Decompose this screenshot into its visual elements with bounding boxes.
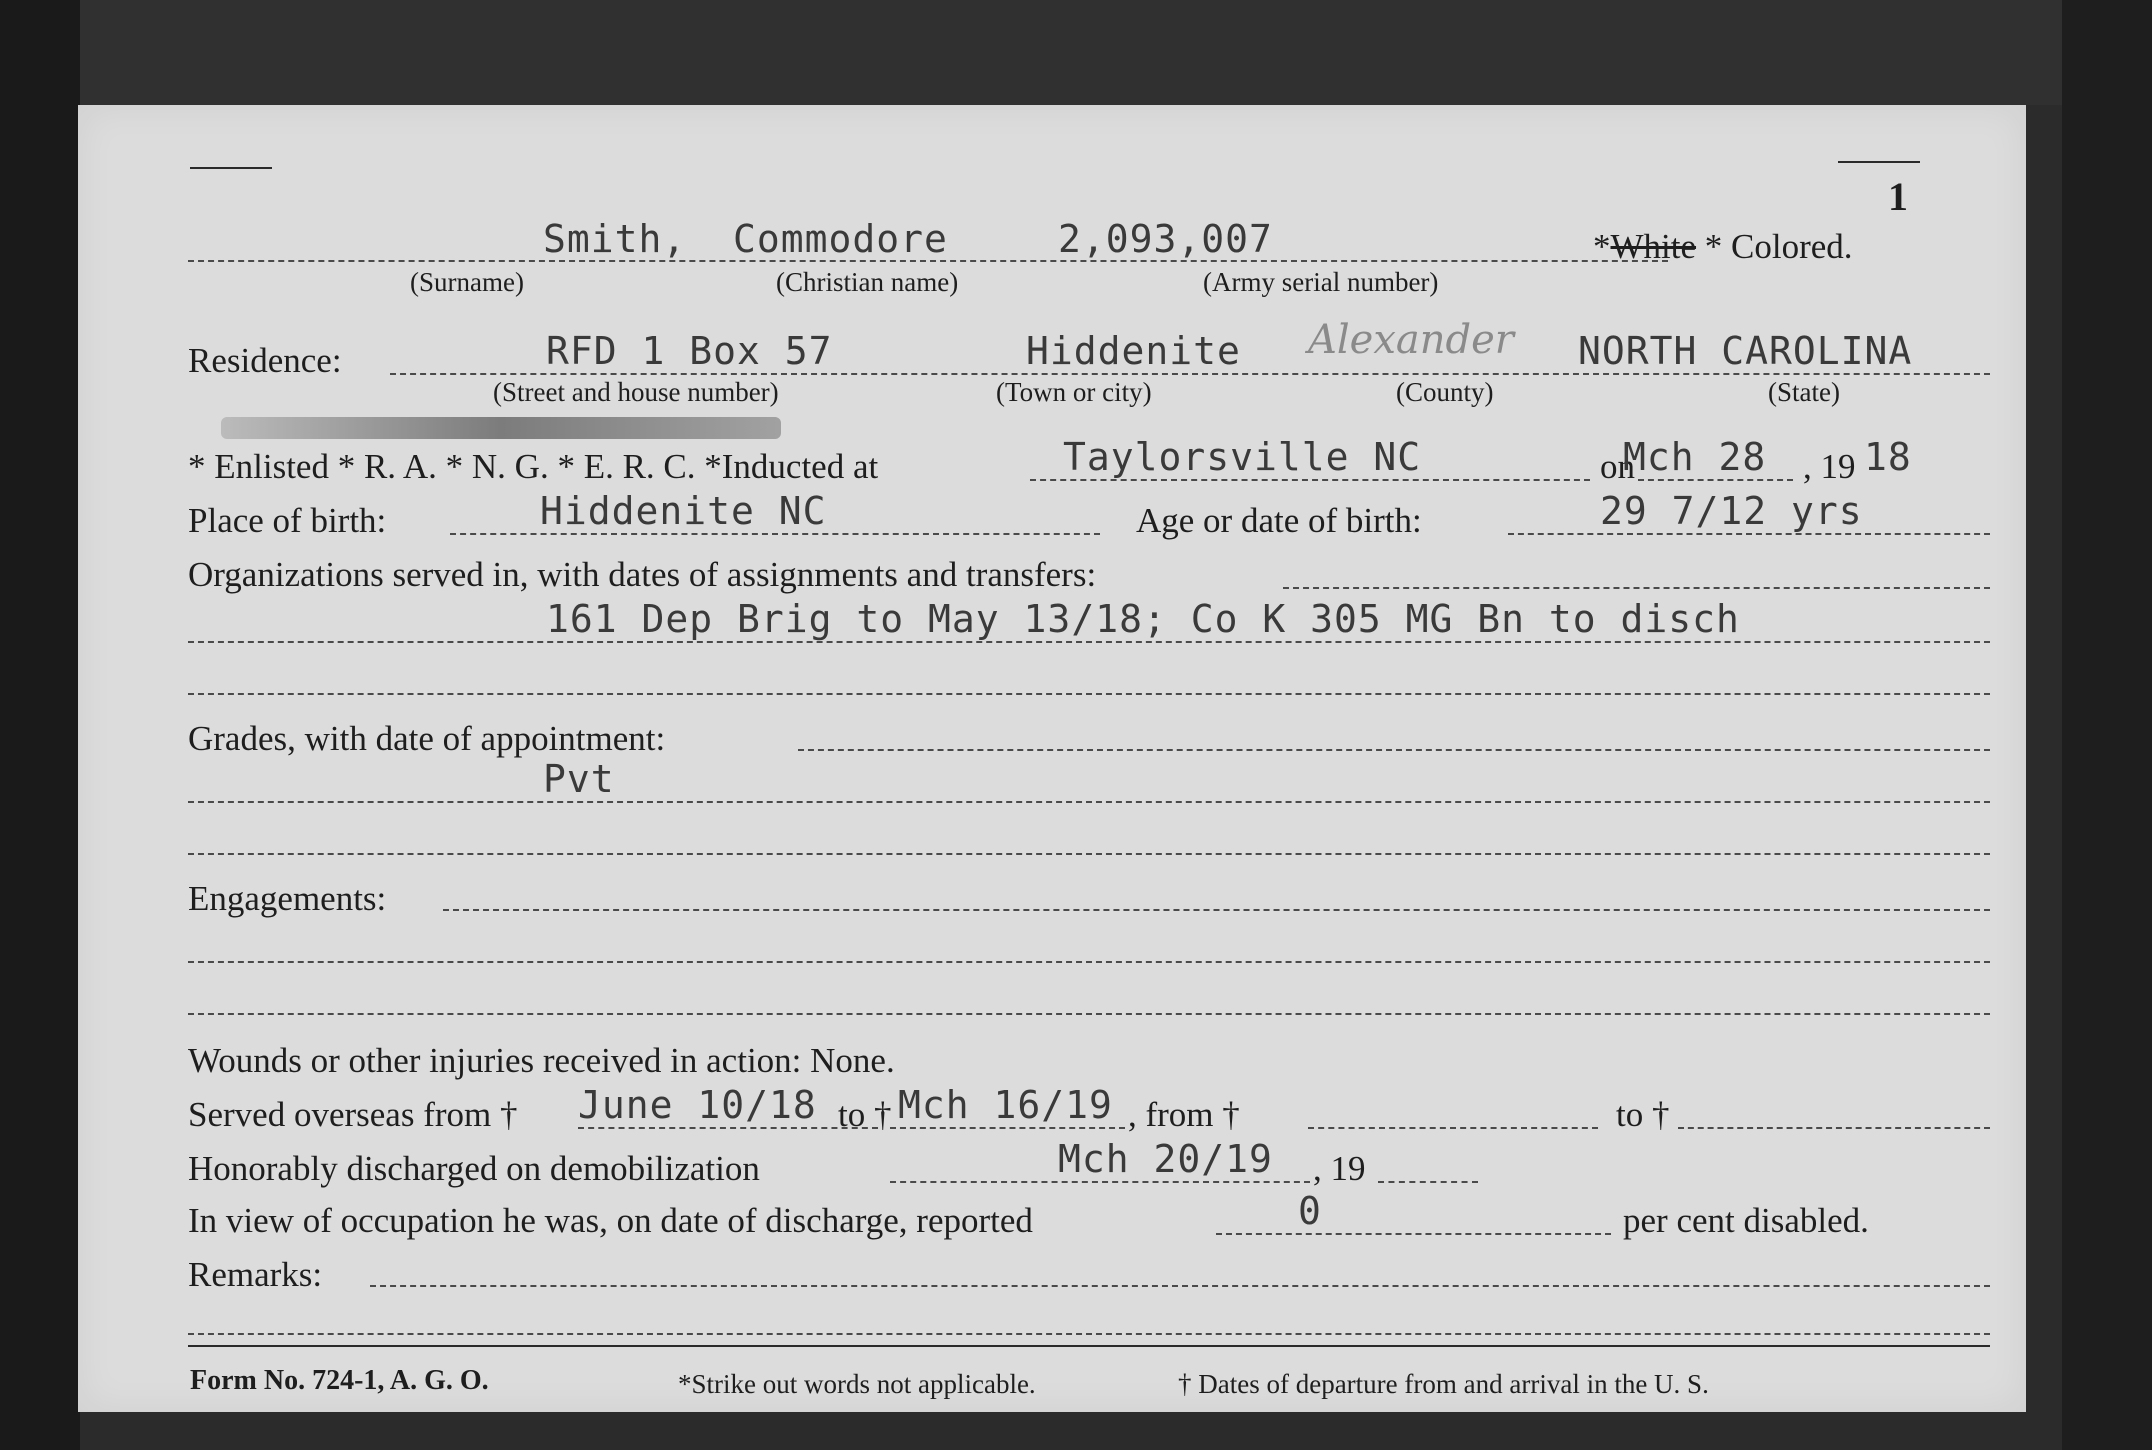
enlisted-label: * Enlisted * R. A. * N. G. * E. R. C. *Inducted at — [188, 447, 879, 486]
top-right-rule — [1838, 161, 1920, 163]
overseas-from-value: June 10/18 — [578, 1083, 817, 1127]
county-value: Alexander — [1308, 317, 1514, 363]
birth-place-label: Place of birth: — [188, 501, 387, 540]
grades-line-1 — [798, 749, 1990, 751]
wounds-label: Wounds or other injuries received in action: None. — [188, 1041, 895, 1080]
disability-suffix: per cent disabled. — [1623, 1201, 1869, 1240]
date-line — [1638, 479, 1793, 481]
christian-name-caption: (Christian name) — [776, 267, 959, 297]
discharge-line — [890, 1181, 1310, 1183]
top-left-rule — [190, 167, 272, 169]
colored-option: * Colored. — [1704, 227, 1853, 266]
grades-label: Grades, with date of appointment: — [188, 719, 666, 758]
race-field — [1593, 227, 1853, 267]
street-value: RFD 1 Box 57 — [546, 329, 833, 373]
birth-place-line — [450, 533, 1100, 535]
town-caption: (Town or city) — [996, 377, 1152, 407]
inducted-year-value: 18 — [1864, 435, 1912, 479]
age-value: 29 7/12 yrs — [1600, 489, 1863, 533]
street-caption: (Street and house number) — [493, 377, 779, 407]
surname-value: Smith, — [543, 217, 687, 261]
remarks-line-2 — [188, 1333, 1990, 1335]
organizations-line-1 — [1283, 587, 1990, 589]
engagements-line-2 — [188, 961, 1990, 963]
age-label: Age or date of birth: — [1136, 501, 1422, 540]
surname-caption: (Surname) — [410, 267, 524, 297]
strike-note: *Strike out words not applicable. — [678, 1369, 1036, 1399]
year-label: , 19 — [1803, 447, 1856, 486]
overseas-to2-line — [1678, 1127, 1990, 1129]
form-number: Form No. 724-1, A. G. O. — [190, 1365, 489, 1396]
state-value: NORTH CAROLINA — [1578, 329, 1913, 373]
disability-line — [1216, 1233, 1611, 1235]
discharge-year-label: , 19 — [1313, 1149, 1366, 1188]
organizations-line-2 — [188, 641, 1990, 643]
overseas-to-label: to † — [838, 1095, 892, 1134]
background-right — [2062, 0, 2152, 1450]
background-top — [0, 0, 2152, 105]
engagements-label: Engagements: — [188, 879, 387, 918]
overseas-label: Served overseas from † — [188, 1095, 518, 1134]
inducted-date-value: Mch 28 — [1623, 435, 1767, 479]
state-caption: (State) — [1768, 377, 1840, 407]
organizations-label: Organizations served in, with dates of assignments and transfers: — [188, 555, 1097, 594]
organizations-line-3 — [188, 693, 1990, 695]
overseas-from2-line — [1308, 1127, 1598, 1129]
overseas-to-line — [890, 1127, 1125, 1129]
ink-smudge — [221, 417, 781, 439]
grades-line-3 — [188, 853, 1990, 855]
remarks-line-1 — [370, 1285, 1990, 1287]
discharge-year-line — [1378, 1181, 1478, 1183]
discharge-label: Honorably discharged on demobilization — [188, 1149, 760, 1188]
disability-value: 0 — [1298, 1189, 1322, 1233]
overseas-from2-label: , from † — [1128, 1095, 1240, 1134]
engagements-line-3 — [188, 1013, 1990, 1015]
christian-name-value: Commodore — [733, 217, 948, 261]
birth-place-value: Hiddenite NC — [540, 489, 827, 533]
remarks-label: Remarks: — [188, 1255, 323, 1294]
residence-line — [390, 373, 1990, 375]
on-label: on — [1600, 447, 1635, 486]
background-left — [0, 0, 80, 1450]
dates-note: † Dates of departure from and arrival in the U. S. — [1178, 1369, 1709, 1399]
overseas-from-line — [578, 1127, 878, 1129]
county-caption: (County) — [1396, 377, 1494, 407]
residence-label: Residence: — [188, 341, 342, 380]
disability-label: In view of occupation he was, on date of discharge, reported — [188, 1201, 1033, 1240]
age-line — [1508, 533, 1990, 535]
grades-line-2 — [188, 801, 1990, 803]
star-mark: * — [1593, 227, 1611, 266]
footer-rule — [188, 1345, 1990, 1347]
grades-value: Pvt — [543, 757, 615, 801]
page-number: 1 — [1888, 174, 1908, 219]
organizations-value: 161 Dep Brig to May 13/18; Co K 305 MG Bn to disch — [546, 597, 1740, 641]
overseas-to-value: Mch 16/19 — [898, 1083, 1113, 1127]
discharge-date-value: Mch 20/19 — [1058, 1137, 1273, 1181]
inducted-place-value: Taylorsville NC — [1063, 435, 1422, 479]
inducted-line — [1030, 479, 1590, 481]
overseas-to2-label: to † — [1616, 1095, 1670, 1134]
serial-value: 2,093,007 — [1058, 217, 1273, 261]
white-option: White — [1610, 227, 1697, 266]
town-value: Hiddenite — [1026, 329, 1241, 373]
serial-caption: (Army serial number) — [1203, 267, 1439, 297]
engagements-line-1 — [443, 909, 1990, 911]
record-card — [78, 105, 2026, 1412]
